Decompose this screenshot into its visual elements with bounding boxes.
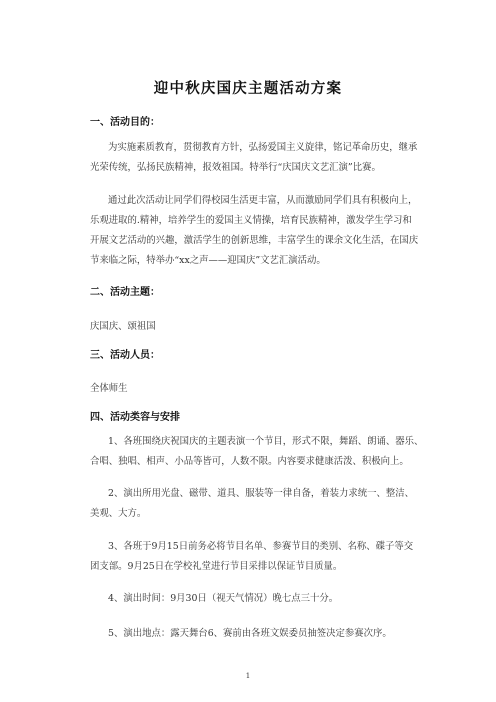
- paragraph-line: 3、各班于9月15日前务必将节目名单、参赛节目的类别、名称、碟子等交: [108, 541, 414, 552]
- arrangement-item-5: [90, 624, 415, 644]
- paragraph-line: 开展文艺活动的兴趣，激活学生的创新思维，丰富学生的课余文化生活，在国庆: [90, 235, 419, 246]
- section-heading-theme: 二、活动主题：: [90, 287, 160, 298]
- participants-text: 全体师生: [90, 383, 128, 394]
- arrangement-item-1: [90, 432, 424, 472]
- paragraph-line: 乐观进取的.精神，培养学生的爱国主义情操，培育民族精神，激发学生学习和: [90, 215, 412, 226]
- page-number: 1: [245, 672, 251, 680]
- section-heading-arrangement: 四、活动类容与安排: [90, 412, 180, 423]
- paragraph-purpose-1: [90, 138, 418, 178]
- arrangement-item-2: [90, 484, 415, 524]
- paragraph-line: 1、各班围绕庆祝国庆的主题表演一个节目，形式不限，舞蹈、朗诵、器乐、: [108, 436, 424, 447]
- paragraph-line: 通过此次活动让同学们得校园生活更丰富，从而激励同学们具有积极向上，: [108, 195, 418, 206]
- paragraph-line: 2、演出所用光盘、磁带、道具、服装等一律自备，着装力求统一、整洁、: [108, 488, 414, 499]
- section-heading-participants: 三、活动人员：: [90, 350, 160, 361]
- paragraph-line: 5、演出地点：露天舞台6、赛前由各班文娱委员抽签决定参赛次序。: [108, 628, 392, 639]
- arrangement-item-3: [90, 537, 415, 577]
- theme-text: 庆国庆、颂祖国: [90, 321, 156, 332]
- document-title: 迎中秋庆国庆主题活动方案: [153, 80, 343, 97]
- paragraph-line: 团支部。9月25日在学校礼堂进行节目采排以保证节目质量。: [90, 561, 343, 572]
- paragraph-purpose-2: [90, 191, 419, 271]
- paragraph-line: 合唱、独唱、相声、小品等皆可，人数不限。内容要求健康活泼、积极向上。: [90, 456, 409, 467]
- paragraph-line: 节来临之际，特举办“xx之声——迎国庆”文艺汇演活动。: [90, 255, 326, 266]
- section-heading-purpose: 一、活动目的：: [90, 117, 160, 128]
- paragraph-line: 美观、大方。: [90, 508, 147, 519]
- paragraph-line: 光荣传统，弘扬民族精神，报效祖国。特举行“庆国庆文艺汇演”比赛。: [90, 162, 381, 173]
- paragraph-line: 为实施素质教育，贯彻教育方针，弘扬爱国主义旋律，铭记革命历史，继承: [108, 142, 418, 153]
- paragraph-line: 4、演出时间：9月30日（视天气情况）晚七点三十分。: [108, 593, 339, 604]
- arrangement-item-4: [90, 589, 415, 609]
